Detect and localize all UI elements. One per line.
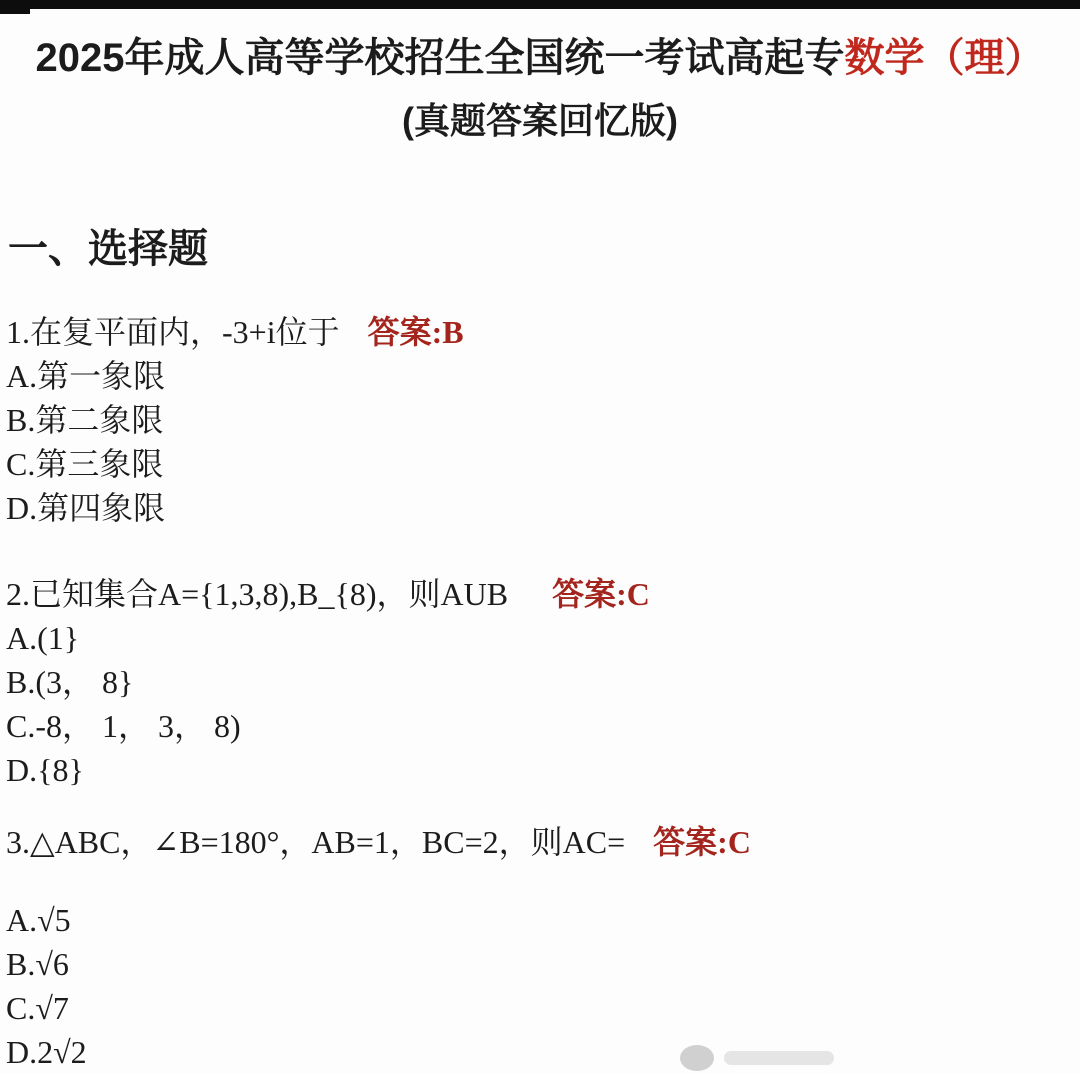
question-1-stem-line — [6, 310, 1080, 354]
question-stem: 2.已知集合A={1,3,8),B_{8)，则AUB — [6, 576, 509, 613]
question-2-options — [6, 616, 1080, 792]
question-stem: 3.△ABC，∠B=180°，AB=1，BC=2，则AC= — [6, 824, 626, 861]
option-b: B.(3， 8} — [6, 664, 134, 701]
exam-title-black-part: 2025年成人高等学校招生全国统一考试高起专 — [35, 36, 845, 80]
question-3-options — [6, 898, 1080, 1074]
option-c: C.第三象限 — [6, 446, 164, 483]
answer-label: 答案: — [552, 576, 627, 613]
question-3 — [0, 820, 1080, 1074]
option-a: A.(1} — [6, 620, 80, 657]
option-b: B.第二象限 — [6, 402, 164, 439]
option-c: C.-8， 1， 3， 8) — [6, 708, 241, 745]
question-2 — [0, 572, 1080, 792]
option-d: D.2√2 — [6, 1034, 87, 1071]
answer-label: 答案: — [653, 824, 728, 861]
option-b: B.√6 — [6, 946, 69, 983]
answer-label: 答案: — [367, 314, 443, 351]
option-c: C.√7 — [6, 990, 69, 1027]
question-2-stem-line — [6, 572, 1080, 616]
option-a: A.第一象限 — [6, 358, 166, 395]
option-a: A.√5 — [6, 902, 71, 939]
top-left-notch — [0, 0, 30, 14]
option-d: D.第四象限 — [6, 490, 166, 527]
answer-badge — [368, 314, 464, 350]
answer-letter: C — [727, 824, 751, 861]
answer-letter: C — [626, 576, 650, 613]
question-1 — [0, 310, 1080, 530]
top-black-bar — [0, 0, 1080, 9]
exam-title-red-part: 数学（理） — [844, 36, 1045, 80]
answer-letter: B — [442, 314, 464, 351]
question-1-options — [6, 354, 1080, 530]
answer-badge — [653, 824, 751, 860]
section-heading: 一、选择题 — [8, 226, 208, 272]
option-d: D.{8} — [6, 752, 84, 789]
question-3-stem-line — [6, 820, 1080, 864]
exam-subtitle: (真题答案回忆版) — [402, 100, 678, 141]
exam-title — [0, 34, 1080, 82]
answer-badge — [552, 576, 650, 612]
question-stem: 1.在复平面内，-3+i位于 — [6, 314, 340, 351]
